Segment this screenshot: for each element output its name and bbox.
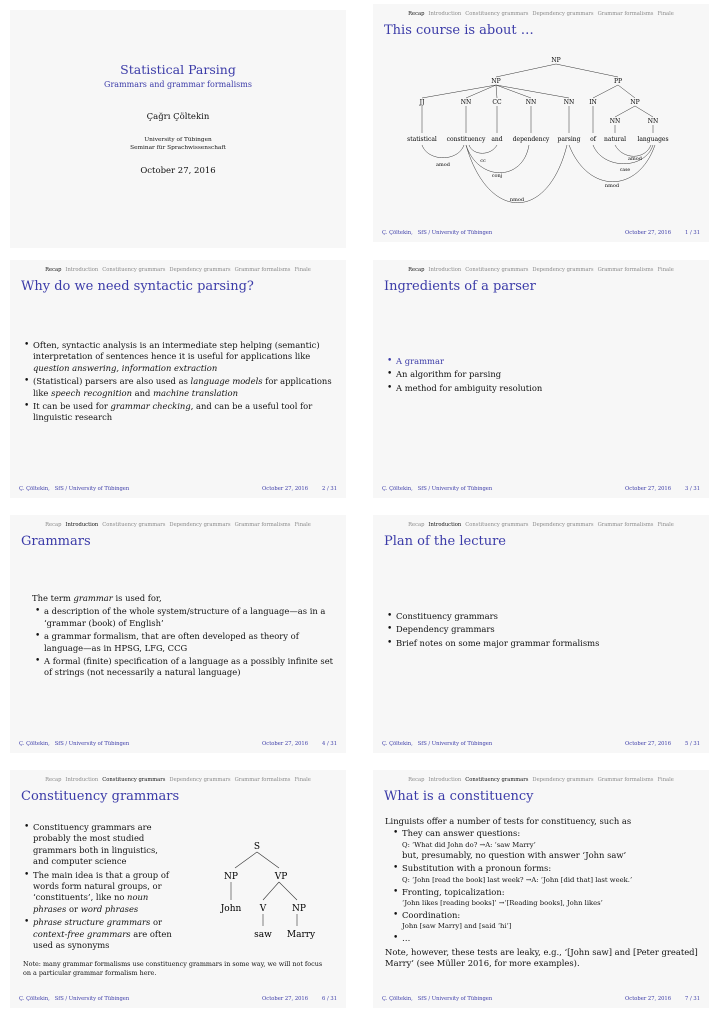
tree-word: constituency: [446, 136, 486, 143]
deck-affiliation-2: Seminar für Sprachwissenschaft: [130, 145, 226, 151]
nav-item[interactable]: Grammar formalisms: [597, 522, 654, 528]
dep-label: conj: [491, 173, 503, 179]
nav-item[interactable]: Finale: [657, 267, 674, 273]
dep-label: case: [619, 168, 631, 173]
tree-word: dependency: [512, 136, 550, 143]
nav-item[interactable]: Finale: [657, 777, 674, 783]
nav-item[interactable]: Finale: [294, 777, 311, 783]
nav-item[interactable]: Dependency grammars: [532, 777, 594, 783]
nav-item[interactable]: Introduction: [428, 522, 462, 528]
slide-title-text: Grammars: [21, 534, 91, 549]
slide-title-text: Plan of the lecture: [384, 534, 506, 549]
nav-item[interactable]: Finale: [657, 11, 674, 17]
bullet: • Fronting, topicalization: ‘John likes [reading books]’ →‘[Reading books], John likes’: [392, 887, 699, 908]
dep-label: nmod: [509, 197, 525, 203]
nav-bar: [373, 522, 709, 528]
bullet: • phrase structure grammars or context-free grammars are often used as synonyms: [23, 917, 173, 951]
bullet: • Often, syntactic analysis is an intermediate step helping (semantic) interpretation of sentences hence it is useful for applications like question answering, information extraction: [23, 340, 336, 374]
tree-node: VP: [274, 872, 288, 882]
tree-node: NN: [609, 118, 621, 125]
bullet: • Substitution with a pronoun forms: Q: ‘John [read the book] last week? →A: ‘John [did that] last week.’: [392, 863, 699, 884]
nav-item[interactable]: Recap: [45, 777, 62, 783]
intro-text: The term grammar is used for,: [32, 593, 162, 603]
tree-node: NP: [491, 78, 501, 85]
tree-node: CC: [492, 99, 502, 106]
slide-title: [10, 10, 346, 248]
parse-tree-diagram: [373, 4, 709, 242]
bullet: • A method for ambiguity resolution: [386, 383, 699, 394]
page-number: 5 / 31: [685, 741, 700, 747]
nav-item[interactable]: Recap: [45, 522, 62, 528]
slide-note: Note: many grammar formalisms use constituency grammars in some way, we will not focus on a particular grammar formalism here.: [23, 960, 323, 977]
page-number: 1 / 31: [685, 230, 700, 236]
slide-title-text: Ingredients of a parser: [384, 279, 536, 294]
nav-item[interactable]: Dependency grammars: [169, 777, 231, 783]
page-number: 7 / 31: [685, 996, 700, 1002]
bullet: • Coordination: John [saw Marry] and [said ‘hi’]: [392, 910, 699, 931]
page-number: 3 / 31: [685, 486, 700, 492]
nav-item[interactable]: Introduction: [65, 522, 99, 528]
tree-node: NP: [224, 872, 238, 882]
slide-1: Recap Introduction Constituency grammars Dependency grammars Grammar formalisms Finale This course is about … NP NP PP JJ NN CC NN NN IN NP NN NN statistical constituency and dependency parsing of natural languages amod cc conj amod case nmod nmod Ç. Çöltekin, SfS / University of Tübingen October 27, 2016 1 / 31: [373, 4, 709, 242]
tree-word: of: [590, 136, 596, 143]
bullet: • a grammar formalism, that are often developed as theory of language—as in HPSG, LFG, CCG: [34, 631, 336, 654]
tree-word: John: [220, 904, 242, 914]
bullet: • A grammar: [386, 356, 699, 367]
nav-item[interactable]: Dependency grammars: [532, 522, 594, 528]
nav-bar: [373, 267, 709, 273]
page-number: 4 / 31: [322, 741, 337, 747]
page-number: 6 / 31: [322, 996, 337, 1002]
nav-item[interactable]: Recap: [408, 267, 425, 273]
tree-word: statistical: [407, 136, 437, 143]
nav-bar: [10, 522, 346, 528]
slide-body: [34, 593, 336, 681]
nav-item[interactable]: Dependency grammars: [169, 522, 231, 528]
bullet: • a description of the whole system/structure of a language—as in a ‘grammar (book) of English’: [34, 606, 336, 629]
intro-text: Linguists offer a number of tests for constituency, such as: [385, 816, 632, 826]
tree-node: JJ: [419, 99, 425, 106]
nav-item[interactable]: Constituency grammars: [465, 777, 529, 783]
nav-item[interactable]: Grammar formalisms: [597, 777, 654, 783]
tree-word: Marry: [286, 930, 316, 940]
deck-title: Statistical Parsing: [120, 62, 236, 77]
deck-author: Çağrı Çöltekin: [146, 112, 210, 122]
nav-bar: [10, 267, 346, 273]
nav-item[interactable]: Finale: [294, 267, 311, 273]
slide-2: Recap Introduction Constituency grammars Dependency grammars Grammar formalisms Finale Why do we need syntactic parsing? • Often, syntactic analysis is an intermediate step helping (semantic) interpretation of sentences hence it is useful for applications like question answering, information extraction • (Statistical) parsers are also used as language models for applications like speech recognition and machine translation • It can be used for grammar checking, and can be a useful tool for linguistic research Ç. Çöltekin, SfS / University of Tübingen October 27, 2016 2 / 31: [10, 260, 346, 498]
tree-node: NN: [460, 99, 472, 106]
slide-body: [386, 611, 699, 651]
bullet: • (Statistical) parsers are also used as language models for applications like speech recognition and machine translation: [23, 376, 336, 399]
tree-node: NN: [525, 99, 537, 106]
nav-item[interactable]: Dependency grammars: [169, 267, 231, 273]
bullet: • Brief notes on some major grammar formalisms: [386, 638, 699, 649]
tree-node: NN: [647, 118, 659, 125]
slide-4: Recap Introduction Constituency grammars Dependency grammars Grammar formalisms Finale Grammars The term grammar is used for, • a description of the whole system/structure of a language—as in a ‘grammar (book) of English’ • a grammar formalism, that are often developed as theory of language—as in HPSG, LFG, CCG • A formal (finite) specification of a language as a possibly infinite set of strings (not necessarily a natural language) Ç. Çöltekin, SfS / University of Tübingen October 27, 2016 4 / 31: [10, 515, 346, 753]
tree-node: IN: [589, 99, 597, 106]
slide-body: [386, 356, 699, 396]
tree-node: NP: [292, 904, 306, 914]
nav-item[interactable]: Introduction: [428, 11, 462, 17]
nav-item[interactable]: Finale: [294, 522, 311, 528]
constituency-tree-diagram: [195, 838, 325, 948]
dep-label: nmod: [604, 183, 620, 189]
bullet: • They can answer questions: Q: ‘What did John do? →A: ‘saw Marry’ but, presumably, no question with answer ‘John saw’: [392, 828, 699, 861]
bullet: • An algorithm for parsing: [386, 369, 699, 380]
nav-item[interactable]: Introduction: [65, 267, 99, 273]
bullet: • The main idea is that a group of words form natural groups, or ‘constituents’, like no noun phrases or word phrases: [23, 870, 173, 916]
nav-item[interactable]: Grammar formalisms: [234, 777, 291, 783]
nav-item[interactable]: Grammar formalisms: [597, 267, 654, 273]
nav-item[interactable]: Finale: [657, 522, 674, 528]
slide-5: Recap Introduction Constituency grammars Dependency grammars Grammar formalisms Finale Plan of the lecture • Constituency grammars • Dependency grammars • Brief notes on some major grammar formalisms Ç. Çöltekin, SfS / University of Tübingen October 27, 2016 5 / 31: [373, 515, 709, 753]
nav-item[interactable]: Grammar formalisms: [234, 522, 291, 528]
nav-item[interactable]: Introduction: [428, 267, 462, 273]
nav-item[interactable]: Constituency grammars: [102, 777, 166, 783]
nav-item[interactable]: Constituency grammars: [465, 267, 529, 273]
bullet: • …: [392, 933, 699, 944]
nav-bar: [373, 777, 709, 783]
nav-item[interactable]: Dependency grammars: [532, 11, 594, 17]
slide-body: [23, 340, 336, 426]
bullet: • It can be used for grammar checking, and can be a useful tool for linguistic research: [23, 401, 336, 424]
tree-node: NP: [551, 57, 561, 64]
nav-item[interactable]: Constituency grammars: [465, 11, 529, 17]
slide-7: Recap Introduction Constituency grammars Dependency grammars Grammar formalisms Finale What is a constituency Linguists offer a number of tests for constituency, such as • They can answer questions: Q: ‘What did John do? →A: ‘saw Marry’ but, presumably, no question with answer ‘John saw’ • Substitution with a pronoun forms: Q: ‘John [read the book] last week? →A: ‘John [did that] last week.’ • Fronting, topicalization: ‘John likes [reading books]’ →‘[Reading books], John likes’ • Coordination: John [saw Marry] and [said ‘hi’] • … Note, however, these tests are leaky, e.g., ‘[John saw] and [Peter greated] Marry’ (see Müller 2016, for more examples). Ç. Çöltekin, SfS / University of Tübingen October 27, 2016 7 / 31: [373, 770, 709, 1008]
slide-6: Recap Introduction Constituency grammars Dependency grammars Grammar formalisms Finale Constituency grammars • Constituency grammars are probably the most studied grammars both in linguistics, and computer science • The main idea is that a group of words form natural groups, or ‘constituents’, like no noun phrases or word phrases • phrase structure grammars or context-free grammars are often used as synonyms Note: many grammar formalisms use constituency grammars in some way, we will not focus on a particular grammar formalism here. S NP VP John V NP saw Marry Ç. Çöltekin, SfS / University of Tübingen October 27, 2016 6 / 31: [10, 770, 346, 1008]
page-number: 2 / 31: [322, 486, 337, 492]
slide-title-text: Why do we need syntactic parsing?: [21, 279, 254, 294]
slide-body: [385, 816, 699, 970]
nav-item[interactable]: Constituency grammars: [465, 522, 529, 528]
nav-item[interactable]: Grammar formalisms: [597, 11, 654, 17]
tree-word: natural: [603, 136, 627, 143]
slide-title-text: Constituency grammars: [21, 789, 180, 804]
tree-word: saw: [254, 930, 272, 940]
slide-body: [23, 822, 173, 953]
tree-node: PP: [613, 78, 623, 85]
nav-item[interactable]: Recap: [408, 777, 425, 783]
tree-node: NN: [563, 99, 575, 106]
nav-item[interactable]: Constituency grammars: [102, 522, 166, 528]
nav-item[interactable]: Grammar formalisms: [234, 267, 291, 273]
bullet: • Dependency grammars: [386, 624, 699, 635]
tree-word: and: [491, 136, 503, 143]
deck-subtitle: Grammars and grammar formalisms: [104, 80, 252, 89]
bullet: • Constituency grammars: [386, 611, 699, 622]
nav-item[interactable]: Recap: [408, 11, 425, 17]
tree-node: S: [253, 842, 261, 852]
nav-bar: [10, 777, 346, 783]
nav-item[interactable]: Introduction: [428, 777, 462, 783]
deck-affiliation-1: University of Tübingen: [144, 137, 212, 143]
nav-item[interactable]: Recap: [45, 267, 62, 273]
tree-node: NP: [630, 99, 640, 106]
slide-title-text: This course is about …: [384, 23, 534, 38]
slide-title-text: What is a constituency: [384, 789, 534, 804]
bullet: • A formal (finite) specification of a language as a possibly infinite set of strings (not necessarily a natural language): [34, 656, 336, 679]
tree-word: parsing: [557, 136, 581, 143]
bullet: • Constituency grammars are probably the most studied grammars both in linguistics, and computer science: [23, 822, 173, 868]
nav-item[interactable]: Dependency grammars: [532, 267, 594, 273]
dep-label: amod: [628, 156, 642, 162]
deck-date: October 27, 2016: [140, 166, 216, 176]
slide-note: Note, however, these tests are leaky, e.g., ‘[John saw] and [Peter greated] Marry’ (see Müller 2016, for more examples).: [385, 946, 698, 969]
dep-label: amod: [436, 162, 450, 168]
dep-label: cc: [480, 158, 486, 164]
nav-item[interactable]: Constituency grammars: [102, 267, 166, 273]
tree-word: languages: [637, 136, 669, 143]
tree-node: V: [259, 904, 267, 914]
slide-3: Recap Introduction Constituency grammars Dependency grammars Grammar formalisms Finale Ingredients of a parser • A grammar • An algorithm for parsing • A method for ambiguity resolution Ç. Çöltekin, SfS / University of Tübingen October 27, 2016 3 / 31: [373, 260, 709, 498]
nav-item[interactable]: Introduction: [65, 777, 99, 783]
nav-item[interactable]: Recap: [408, 522, 425, 528]
